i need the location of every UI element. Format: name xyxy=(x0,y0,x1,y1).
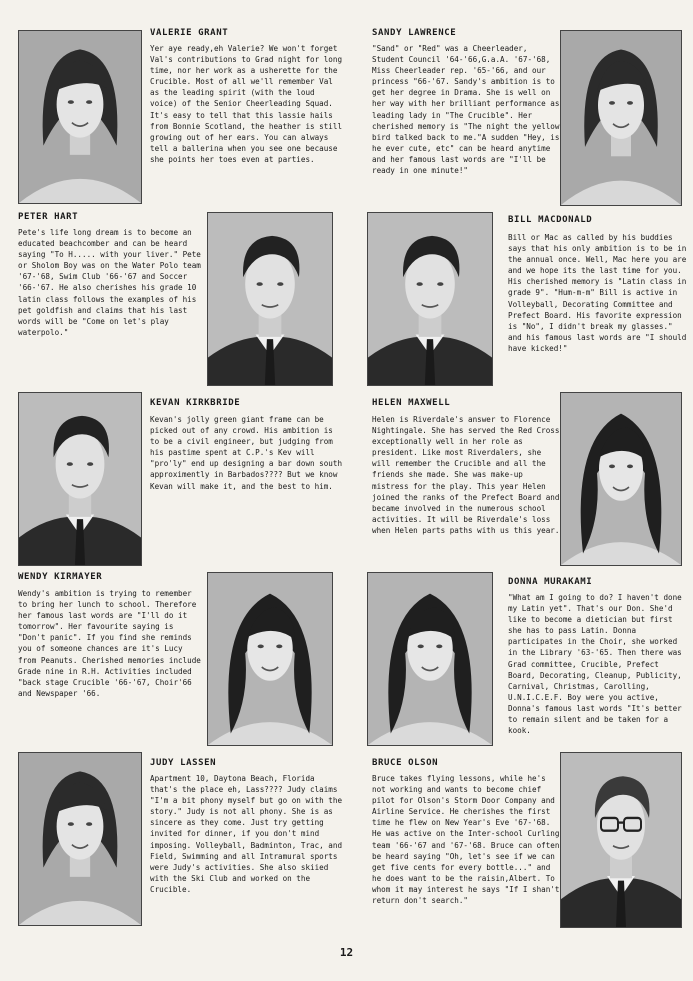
portrait-image xyxy=(368,213,492,385)
photo-judy-lassen xyxy=(18,752,142,926)
entry-name: BRUCE OLSON xyxy=(372,758,439,768)
photo-bill-macdonald xyxy=(367,212,493,386)
entry-bio: "What am I going to do? I haven't done my Latin yet". That's our Don. She'd like to become a dietician but first she has to pass Latin. Donna participates in the Choir, she worked in the Library '63-'65. Then there was Grad committee, Crucible, Prefect Board, Decorating, Cleanup, Publicity, Carnival, Christmas, Carolling, U.N.I.C.E.F. Boy were you active, Donna's famous last words "It's better to remain silent and be taken for a kook. xyxy=(508,593,682,736)
portrait-image xyxy=(368,573,492,745)
portrait-image xyxy=(19,393,141,565)
entry-bio: "Sand" or "Red" was a Cheerleader, Student Council '64-'66,G.a.A. '67-'68, Miss Cheerleader rep. '65-'66, and our princess "66-'67. Sandy's ambition is to get her degree in Drama. She is well on her way with her brilliant performance as leading lady in "The Crucible". Her cherished memory is "The night the yellow bird talked back to me."A sudden "Hey, is he ever cute, etc" can be heard anytime and her famous last words are "I'll be ready in one minute!" xyxy=(372,44,560,176)
entry-name: PETER HART xyxy=(18,212,79,222)
photo-peter-hart xyxy=(207,212,333,386)
portrait-image xyxy=(19,31,141,203)
portrait-image xyxy=(19,753,141,925)
page-number: 12 xyxy=(339,946,354,959)
portrait-image xyxy=(208,213,332,385)
entry-bio: Apartment 10, Daytona Beach, Florida that's the place eh, Lass???? Judy claims "I'm a bit phony myself but go on with the story." Judy is not all phony. She is as sincere as they come. Just try getting invited for dinner, if you don't mind imposing. Volleyball, Badminton, Trac, and Field, Swimming and all Intramural sports were Judy's activities. She also skiied with the Ski Club and worked on the Crucible. xyxy=(150,774,343,894)
entry-bio: Yer aye ready,eh Valerie? We won't forget Val's contributions to Grad night for long time, nor her work as a usherette for the Crucible. Most of all we'll remember Val as the leading spirit (with the loud voice) of the Senior Cheerleading Squad. It's easy to tell that this lassie hails from Bonnie Scotland, the heather is still growing out of her ears. You can always tell a ballerina when you see one because she points her toes even at parties. xyxy=(150,44,343,164)
portrait-image xyxy=(561,753,681,927)
entry-bio: Wendy's ambition is trying to remember to bring her lunch to school. Therefore her famous last words are "I'll do it tomorrow". Her favourite saying is "Don't panic". If you find she reminds you of someone chances are it's Lucy from Peanuts. Cherished memories include Grade nine in R.H. Activities included "back stage Crucible '66-'67, Choir'66 and Newspaper '66. xyxy=(18,589,201,698)
portrait-image xyxy=(208,573,332,745)
photo-donna-murakami xyxy=(367,572,493,746)
entry-name: HELEN MAXWELL xyxy=(372,398,451,408)
photo-wendy-kirmayer xyxy=(207,572,333,746)
photo-kevan-kirkbride xyxy=(18,392,142,566)
photo-sandy-lawrence xyxy=(560,30,682,206)
entry-name: JUDY LASSEN xyxy=(150,758,217,768)
entry-name: DONNA MURAKAMI xyxy=(508,577,593,587)
entry-bio: Kevan's jolly green giant frame can be picked out of any crowd. His ambition is to be a civil engineer, but judging from his pastime spent at C.P.'s Kev will "pro'ly" end up designing a bar down south approximently in Barbados???? But we know Kevan will make it, and the best to him. xyxy=(150,415,343,491)
photo-helen-maxwell xyxy=(560,392,682,566)
photo-valerie-grant xyxy=(18,30,142,204)
entry-bio: Bill or Mac as called by his buddies says that his only ambition is to be in the annual once. Well, Mac here you are and we hope its the last time for you. His cherished memory is "Latin class in grade 9". "Hum-m-m" Bill is active in Volleyball, Decorating Committee and Prefect Board. His favorite expression is "No", I didn't break my glasses." and his famous last words are "I should have kicked!" xyxy=(508,233,687,353)
entry-bio: Bruce takes flying lessons, while he's not working and wants to become chief pilot for Olson's Storm Door Company and Airline Service. He cherishes the first time he flew on New Year's Eve '67-'68. He was active on the Inter-school Curling team '66-'67 and '67-'68. Bruce can often be heard saying "Oh, let's see if we can get five cents for every bottle..." and he does want to be the raisin,Albert. To whom it may interest he says "If I shan't return don't search." xyxy=(372,774,560,906)
photo-bruce-olson xyxy=(560,752,682,928)
entry-bio: Helen is Riverdale's answer to Florence Nightingale. She has served the Red Cross exceptionally well in her role as president. Like most Riverdalers, she will remember the Crucible and all the friends she made. She was make-up mistress for the play. This year Helen joined the ranks of the Prefect Board and became involved in the numerous school activities. It will be Riverdale's loss when Helen parts paths with us this year. xyxy=(372,415,560,535)
entry-bio: Pete's life long dream is to become an educated beachcomber and can be heard saying "To H..... with your liver." Pete or Sholom Boy was on the Water Polo team '67-'68, Swim Club '66-'67 and Soccer '66-'67. He also cherishes his grade 10 latin class follows the examples of his pet goldfish and claims that his last words will be "Come on let's play waterpolo." xyxy=(18,228,201,337)
entry-name: KEVAN KIRKBRIDE xyxy=(150,398,241,408)
portrait-image xyxy=(561,393,681,565)
entry-name: VALERIE GRANT xyxy=(150,28,229,38)
portrait-image xyxy=(561,31,681,205)
entry-name: WENDY KIRMAYER xyxy=(18,572,103,582)
entry-name: SANDY LAWRENCE xyxy=(372,28,457,38)
entry-name: BILL MACDONALD xyxy=(508,215,593,225)
